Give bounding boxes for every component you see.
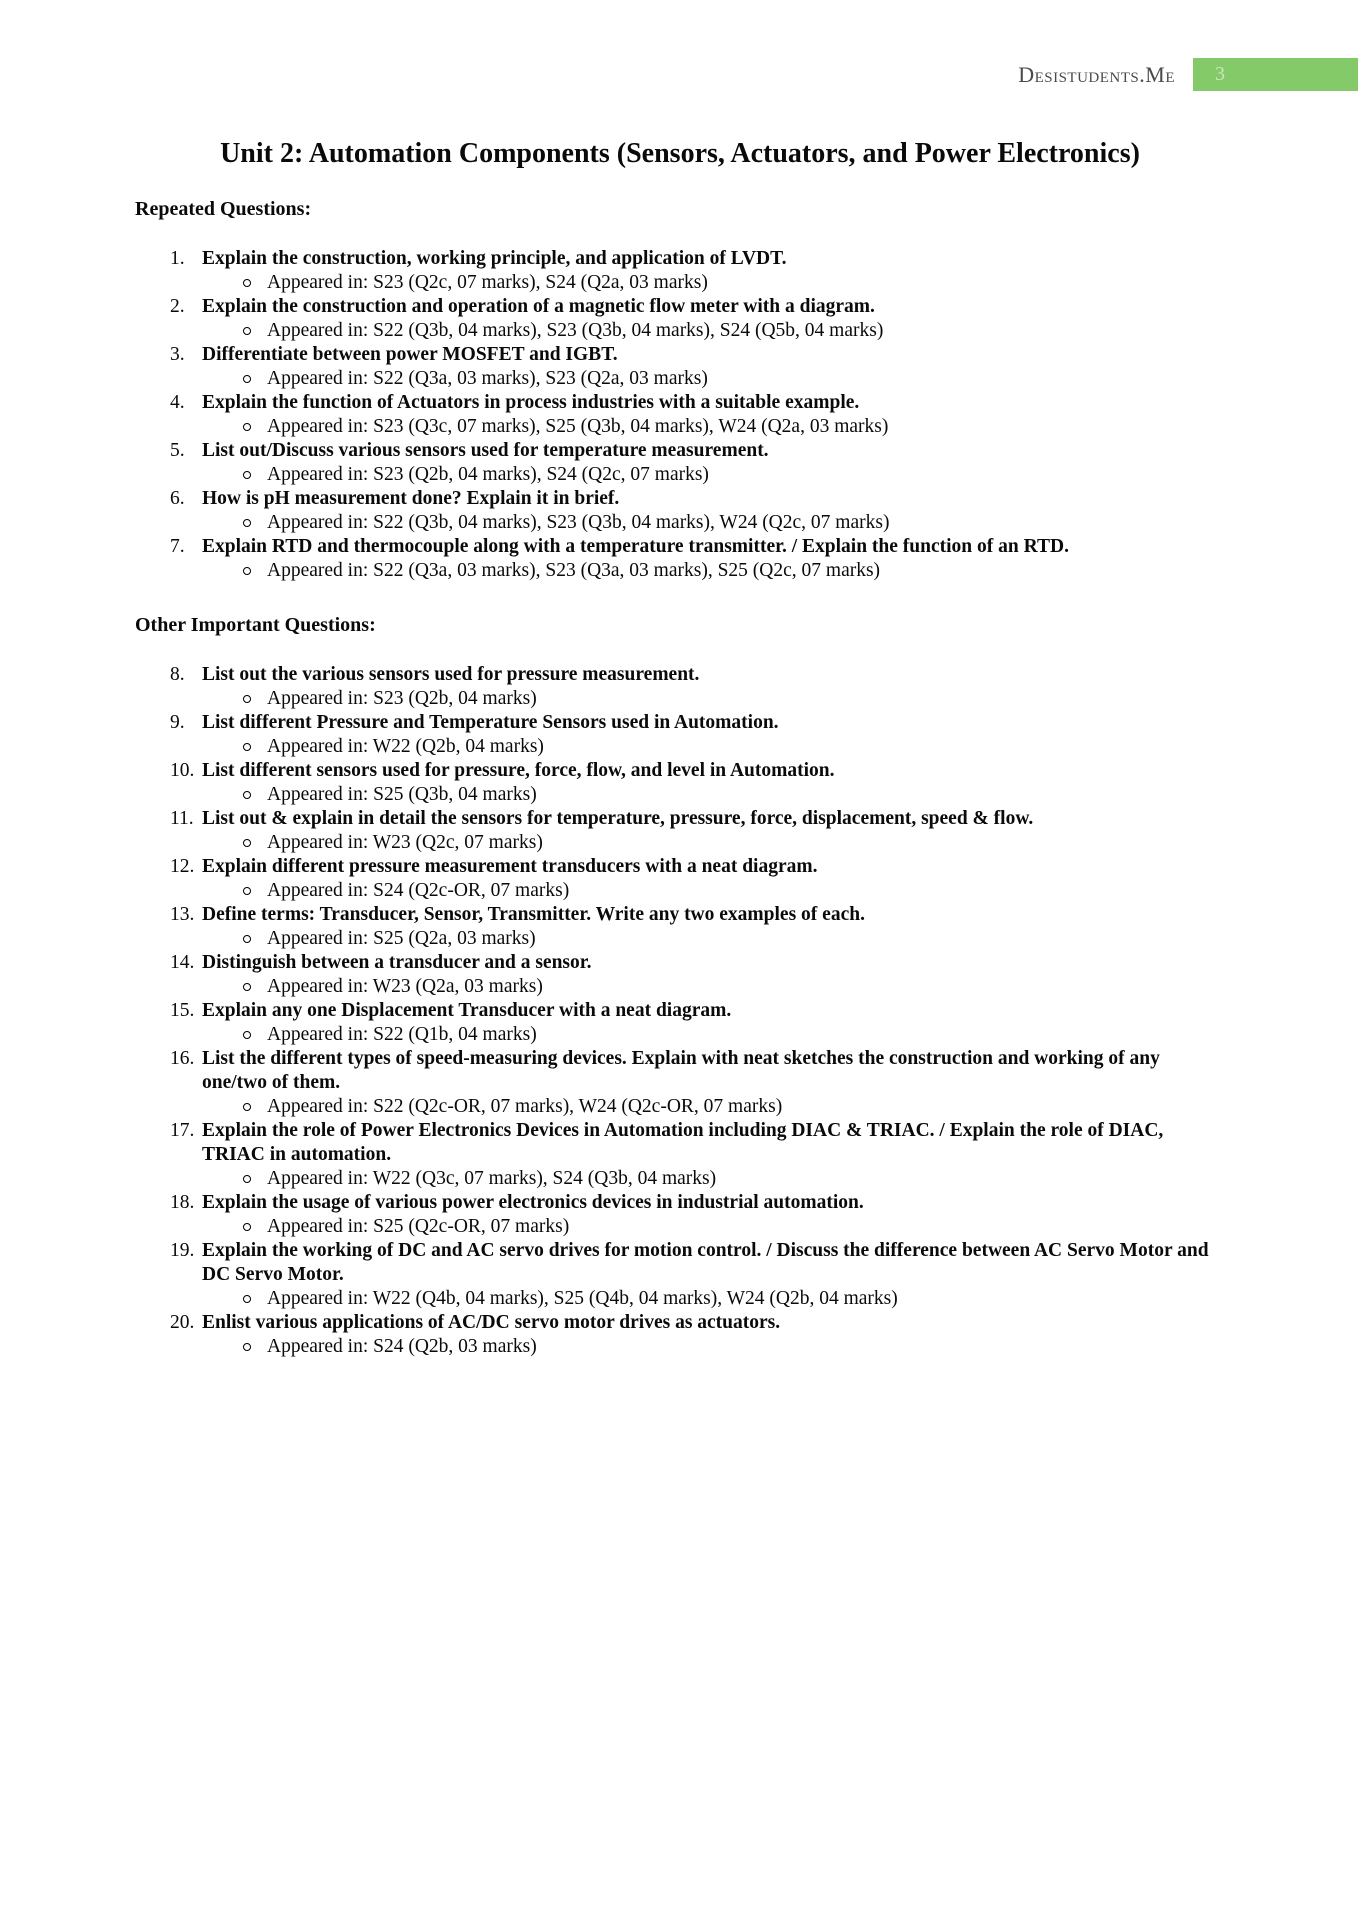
- question-number: 14.: [170, 952, 195, 973]
- appeared-in-row: [135, 975, 1225, 999]
- question-item: [135, 247, 1225, 271]
- question-text: Explain the function of Actuators in process industries with a suitable example.: [202, 392, 860, 413]
- appeared-in-row: [135, 831, 1225, 855]
- circle-bullet-icon: [243, 695, 251, 703]
- appeared-in-row: [135, 1023, 1225, 1047]
- question-text: List out the various sensors used for pressure measurement.: [202, 664, 700, 685]
- appeared-in-text: Appeared in: S22 (Q3a, 03 marks), S23 (Q2a, 03 marks): [267, 368, 708, 389]
- question-text: Explain the working of DC and AC servo drives for motion control. / Discuss the difference between AC Servo Motor and DC Servo Motor.: [202, 1240, 1209, 1285]
- question-text: Explain the role of Power Electronics Devices in Automation including DIAC & TRIAC. / Explain the role of DIAC, TRIAC in automation.: [202, 1120, 1164, 1165]
- question-item: [135, 807, 1225, 831]
- question-item: [135, 1239, 1225, 1287]
- sections-container: [135, 197, 1225, 1359]
- section-heading: Repeated Questions:: [135, 198, 312, 220]
- question-number: 20.: [170, 1312, 195, 1333]
- circle-bullet-icon: [243, 471, 251, 479]
- question-item: [135, 1191, 1225, 1215]
- question-item: [135, 999, 1225, 1023]
- appeared-in-text: Appeared in: S24 (Q2b, 03 marks): [267, 1336, 537, 1357]
- question-item: [135, 951, 1225, 975]
- question-item: [135, 1311, 1225, 1335]
- appeared-in-text: Appeared in: S22 (Q3a, 03 marks), S23 (Q3a, 03 marks), S25 (Q2c, 07 marks): [267, 560, 881, 581]
- section-heading: Other Important Questions:: [135, 614, 376, 636]
- appeared-in-row: [135, 271, 1225, 295]
- appeared-in-row: [135, 319, 1225, 343]
- circle-bullet-icon: [243, 1103, 251, 1111]
- question-number: 11.: [170, 808, 194, 829]
- question-number: 12.: [170, 856, 195, 877]
- appeared-in-text: Appeared in: S23 (Q2b, 04 marks), S24 (Q2c, 07 marks): [267, 464, 709, 485]
- question-text: List different sensors used for pressure, force, flow, and level in Automation.: [202, 760, 835, 781]
- circle-bullet-icon: [243, 839, 251, 847]
- question-number: 6.: [170, 488, 185, 509]
- appeared-in-text: Appeared in: W22 (Q2b, 04 marks): [267, 736, 544, 757]
- question-text: List out/Discuss various sensors used for temperature measurement.: [202, 440, 769, 461]
- question-item: [135, 1047, 1225, 1095]
- appeared-in-text: Appeared in: S25 (Q2c-OR, 07 marks): [267, 1216, 570, 1237]
- question-number: 17.: [170, 1120, 195, 1141]
- appeared-in-row: [135, 415, 1225, 439]
- circle-bullet-icon: [243, 1175, 251, 1183]
- question-text: Explain different pressure measurement transducers with a neat diagram.: [202, 856, 818, 877]
- question-text: Enlist various applications of AC/DC servo motor drives as actuators.: [202, 1312, 781, 1333]
- appeared-in-text: Appeared in: S23 (Q2c, 07 marks), S24 (Q2a, 03 marks): [267, 272, 708, 293]
- question-number: 16.: [170, 1048, 195, 1069]
- circle-bullet-icon: [243, 887, 251, 895]
- question-number: 3.: [170, 344, 185, 365]
- appeared-in-row: [135, 367, 1225, 391]
- question-item: [135, 1119, 1225, 1167]
- question-number: 4.: [170, 392, 185, 413]
- appeared-in-text: Appeared in: S22 (Q1b, 04 marks): [267, 1024, 537, 1045]
- circle-bullet-icon: [243, 1343, 251, 1351]
- appeared-in-text: Appeared in: W23 (Q2a, 03 marks): [267, 976, 543, 997]
- page-number-badge: [1193, 58, 1358, 91]
- appeared-in-row: [135, 927, 1225, 951]
- question-text: Define terms: Transducer, Sensor, Transmitter. Write any two examples of each.: [202, 904, 865, 925]
- question-item: [135, 295, 1225, 319]
- document-title: Unit 2: Automation Components (Sensors, Actuators, and Power Electronics): [220, 138, 1140, 169]
- appeared-in-row: [135, 783, 1225, 807]
- document-content: [135, 97, 1225, 1359]
- question-text: List different Pressure and Temperature Sensors used in Automation.: [202, 712, 779, 733]
- appeared-in-row: [135, 1167, 1225, 1191]
- appeared-in-text: Appeared in: S23 (Q3c, 07 marks), S25 (Q3b, 04 marks), W24 (Q2a, 03 marks): [267, 416, 889, 437]
- question-number: 7.: [170, 536, 185, 557]
- appeared-in-row: [135, 735, 1225, 759]
- appeared-in-text: Appeared in: S23 (Q2b, 04 marks): [267, 688, 537, 709]
- appeared-in-row: [135, 559, 1225, 583]
- question-text: Explain the usage of various power electronics devices in industrial automation.: [202, 1192, 864, 1213]
- page-number: 3: [1215, 63, 1225, 85]
- appeared-in-row: [135, 879, 1225, 903]
- question-text: List the different types of speed-measuring devices. Explain with neat sketches the construction and working of any one/two of them.: [202, 1048, 1160, 1093]
- question-item: [135, 391, 1225, 415]
- appeared-in-text: Appeared in: S22 (Q2c-OR, 07 marks), W24 (Q2c-OR, 07 marks): [267, 1096, 783, 1117]
- question-item: [135, 903, 1225, 927]
- question-text: List out & explain in detail the sensors for temperature, pressure, force, displacement, speed & flow.: [202, 808, 1034, 829]
- question-number: 9.: [170, 712, 185, 733]
- question-item: [135, 663, 1225, 687]
- circle-bullet-icon: [243, 1223, 251, 1231]
- question-item: [135, 711, 1225, 735]
- appeared-in-text: Appeared in: W22 (Q3c, 07 marks), S24 (Q3b, 04 marks): [267, 1168, 717, 1189]
- circle-bullet-icon: [243, 1295, 251, 1303]
- appeared-in-text: Appeared in: W23 (Q2c, 07 marks): [267, 832, 543, 853]
- question-number: 19.: [170, 1240, 195, 1261]
- question-text: Explain the construction and operation of a magnetic flow meter with a diagram.: [202, 296, 875, 317]
- appeared-in-row: [135, 1287, 1225, 1311]
- question-text: Explain the construction, working principle, and application of LVDT.: [202, 248, 787, 269]
- circle-bullet-icon: [243, 743, 251, 751]
- circle-bullet-icon: [243, 279, 251, 287]
- question-item: [135, 535, 1225, 559]
- question-number: 18.: [170, 1192, 195, 1213]
- question-number: 10.: [170, 760, 195, 781]
- appeared-in-row: [135, 463, 1225, 487]
- question-number: 1.: [170, 248, 185, 269]
- question-item: [135, 343, 1225, 367]
- question-item: [135, 439, 1225, 463]
- site-name: Desistudents.Me: [1018, 61, 1175, 87]
- appeared-in-text: Appeared in: S22 (Q3b, 04 marks), S23 (Q3b, 04 marks), W24 (Q2c, 07 marks): [267, 512, 890, 533]
- appeared-in-text: Appeared in: S25 (Q2a, 03 marks): [267, 928, 536, 949]
- circle-bullet-icon: [243, 327, 251, 335]
- circle-bullet-icon: [243, 375, 251, 383]
- question-text: Explain any one Displacement Transducer with a neat diagram.: [202, 1000, 732, 1021]
- question-number: 2.: [170, 296, 185, 317]
- question-item: [135, 487, 1225, 511]
- appeared-in-text: Appeared in: S25 (Q3b, 04 marks): [267, 784, 537, 805]
- question-list: [135, 663, 1225, 1359]
- question-text: Differentiate between power MOSFET and IGBT.: [202, 344, 618, 365]
- question-list: [135, 247, 1225, 583]
- question-item: [135, 759, 1225, 783]
- circle-bullet-icon: [243, 791, 251, 799]
- question-number: 13.: [170, 904, 195, 925]
- appeared-in-row: [135, 511, 1225, 535]
- circle-bullet-icon: [243, 983, 251, 991]
- appeared-in-row: [135, 1215, 1225, 1239]
- question-number: 8.: [170, 664, 185, 685]
- question-number: 15.: [170, 1000, 195, 1021]
- appeared-in-row: [135, 1095, 1225, 1119]
- question-number: 5.: [170, 440, 185, 461]
- appeared-in-text: Appeared in: S24 (Q2c-OR, 07 marks): [267, 880, 570, 901]
- appeared-in-row: [135, 1335, 1225, 1359]
- circle-bullet-icon: [243, 935, 251, 943]
- appeared-in-text: Appeared in: W22 (Q4b, 04 marks), S25 (Q4b, 04 marks), W24 (Q2b, 04 marks): [267, 1288, 898, 1309]
- appeared-in-row: [135, 687, 1225, 711]
- question-item: [135, 855, 1225, 879]
- circle-bullet-icon: [243, 423, 251, 431]
- page-header: [0, 58, 1358, 91]
- question-text: How is pH measurement done? Explain it in brief.: [202, 488, 620, 509]
- question-text: Distinguish between a transducer and a sensor.: [202, 952, 592, 973]
- circle-bullet-icon: [243, 519, 251, 527]
- question-text: Explain RTD and thermocouple along with a temperature transmitter. / Explain the function of an RTD.: [202, 536, 1069, 557]
- circle-bullet-icon: [243, 1031, 251, 1039]
- appeared-in-text: Appeared in: S22 (Q3b, 04 marks), S23 (Q3b, 04 marks), S24 (Q5b, 04 marks): [267, 320, 884, 341]
- circle-bullet-icon: [243, 567, 251, 575]
